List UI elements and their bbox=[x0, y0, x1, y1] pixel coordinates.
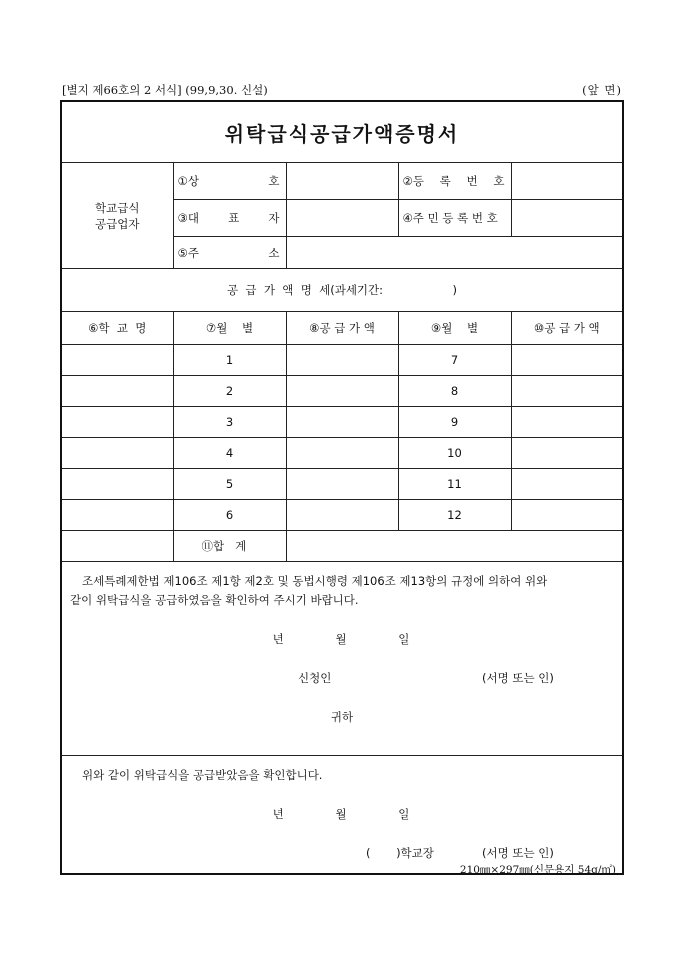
school-cell[interactable] bbox=[61, 469, 173, 500]
month-label: 월 bbox=[335, 632, 349, 646]
reg-char-1: 등 bbox=[412, 174, 424, 188]
confirmation-date bbox=[70, 805, 614, 824]
amount-cell[interactable] bbox=[286, 438, 398, 469]
business-name-char-2: 호 bbox=[268, 174, 280, 188]
month-cell: 9 bbox=[398, 407, 511, 438]
page-side-label: (앞 면) bbox=[582, 83, 622, 97]
title-row bbox=[61, 101, 623, 163]
reg-char-4: 호 bbox=[493, 174, 505, 188]
col-month-1: ⑦월 별 bbox=[173, 312, 286, 345]
registration-number-label bbox=[398, 163, 511, 200]
addressee-label: 귀하 bbox=[330, 710, 354, 724]
total-row bbox=[61, 531, 623, 562]
col-month-2: ⑨월 별 bbox=[398, 312, 511, 345]
total-label: ⑪합 계 bbox=[173, 531, 286, 562]
table-row bbox=[61, 376, 623, 407]
supplier-row-1 bbox=[61, 163, 623, 200]
representative-field[interactable] bbox=[286, 200, 398, 237]
business-name-label bbox=[173, 163, 286, 200]
amount-cell[interactable] bbox=[286, 376, 398, 407]
amount-cell[interactable] bbox=[511, 407, 623, 438]
col-school-name: ⑥학 교 명 bbox=[61, 312, 173, 345]
address-label bbox=[173, 237, 286, 269]
amount-cell[interactable] bbox=[511, 376, 623, 407]
school-cell[interactable] bbox=[61, 407, 173, 438]
paper-size-note: 210㎜×297㎜(신문용지 54g/㎡) bbox=[459, 864, 616, 876]
confirmation-line-1: 위와 같이 위탁급식을 공급받았음을 확인합니다. bbox=[82, 768, 323, 782]
circled-1: ① bbox=[177, 174, 188, 188]
month-cell: 1 bbox=[173, 345, 286, 376]
col-amount-1: ⑧공 급 가 액 bbox=[286, 312, 398, 345]
school-cell[interactable] bbox=[61, 345, 173, 376]
principal-label: ( )학교장 bbox=[366, 846, 434, 860]
amount-cell[interactable] bbox=[286, 407, 398, 438]
month-cell: 6 bbox=[173, 500, 286, 531]
confirmation-row bbox=[61, 756, 623, 875]
rep-char-1: 대 bbox=[187, 211, 199, 225]
rep-char-2: 표 bbox=[228, 211, 240, 225]
amount-cell[interactable] bbox=[286, 345, 398, 376]
amount-cell[interactable] bbox=[511, 438, 623, 469]
resident-number-label: ④주 민 등 록 번 호 bbox=[398, 200, 511, 237]
amount-cell[interactable] bbox=[286, 469, 398, 500]
resident-number-field[interactable] bbox=[511, 200, 623, 237]
circled-5: ⑤ bbox=[177, 245, 188, 260]
applicant-sign-label: (서명 또는 인) bbox=[482, 671, 554, 685]
applicant-line bbox=[70, 669, 614, 688]
business-name-char-1: 상 bbox=[187, 174, 199, 188]
school-cell[interactable] bbox=[61, 376, 173, 407]
declaration-date bbox=[70, 630, 614, 649]
reg-char-2: 록 bbox=[439, 174, 451, 188]
month-cell: 8 bbox=[398, 376, 511, 407]
certificate-form bbox=[60, 100, 624, 875]
col-amount-2: ⑩공 급 가 액 bbox=[511, 312, 623, 345]
amount-cell[interactable] bbox=[511, 500, 623, 531]
principal-sign-label: (서명 또는 인) bbox=[482, 846, 554, 860]
month-cell: 3 bbox=[173, 407, 286, 438]
supplier-group-label-2: 공급업자 bbox=[95, 216, 140, 231]
addr-char-1: 주 bbox=[187, 245, 199, 260]
business-name-field[interactable] bbox=[286, 163, 398, 200]
total-blank-cell bbox=[61, 531, 173, 562]
amount-cell[interactable] bbox=[511, 469, 623, 500]
month-cell: 2 bbox=[173, 376, 286, 407]
reg-char-3: 번 bbox=[466, 174, 478, 188]
declaration-line-1: 조세특례제한법 제106조 제1항 제2호 및 동법시행령 제106조 제13항의 규정에 의하여 위와 bbox=[82, 574, 548, 588]
year-label: 년 bbox=[272, 632, 286, 646]
month-cell: 5 bbox=[173, 469, 286, 500]
addr-char-2: 소 bbox=[268, 245, 280, 260]
table-row bbox=[61, 438, 623, 469]
registration-number-field[interactable] bbox=[511, 163, 623, 200]
school-cell[interactable] bbox=[61, 438, 173, 469]
month-cell: 10 bbox=[398, 438, 511, 469]
day-label: 일 bbox=[398, 632, 412, 646]
declaration-block bbox=[61, 562, 623, 756]
circled-2: ② bbox=[402, 174, 413, 188]
address-field[interactable] bbox=[286, 237, 623, 269]
table-row bbox=[61, 500, 623, 531]
table-row bbox=[61, 407, 623, 438]
amount-cell[interactable] bbox=[286, 500, 398, 531]
column-header-row bbox=[61, 312, 623, 345]
circled-3: ③ bbox=[177, 211, 188, 225]
form-reference: [별지 제66호의 2 서식] (99,9,30. 신설) bbox=[62, 83, 268, 97]
declaration-row bbox=[61, 562, 623, 756]
supplier-group-label-1: 학교급식 bbox=[95, 200, 140, 215]
table-row bbox=[61, 345, 623, 376]
month-cell: 4 bbox=[173, 438, 286, 469]
month-cell: 7 bbox=[398, 345, 511, 376]
month-cell: 12 bbox=[398, 500, 511, 531]
amount-cell[interactable] bbox=[511, 345, 623, 376]
month-cell: 11 bbox=[398, 469, 511, 500]
form-title: 위탁급식공급가액증명서 bbox=[61, 101, 623, 163]
rep-char-3: 자 bbox=[268, 211, 280, 225]
principal-line bbox=[70, 844, 614, 863]
supplier-group-label bbox=[61, 163, 173, 269]
day-label: 일 bbox=[398, 807, 412, 821]
confirmation-block bbox=[61, 756, 623, 875]
declaration-line-2: 같이 위탁급식을 공급하였음을 확인하여 주시기 바랍니다. bbox=[70, 593, 359, 607]
school-cell[interactable] bbox=[61, 500, 173, 531]
month-label: 월 bbox=[335, 807, 349, 821]
table-row bbox=[61, 469, 623, 500]
year-label: 년 bbox=[272, 807, 286, 821]
representative-label bbox=[173, 200, 286, 237]
total-amount-field[interactable] bbox=[286, 531, 623, 562]
detail-title: 공 급 가 액 명 세(과세기간: ) bbox=[61, 269, 623, 312]
detail-title-row bbox=[61, 269, 623, 312]
applicant-label: 신청인 bbox=[298, 671, 332, 685]
